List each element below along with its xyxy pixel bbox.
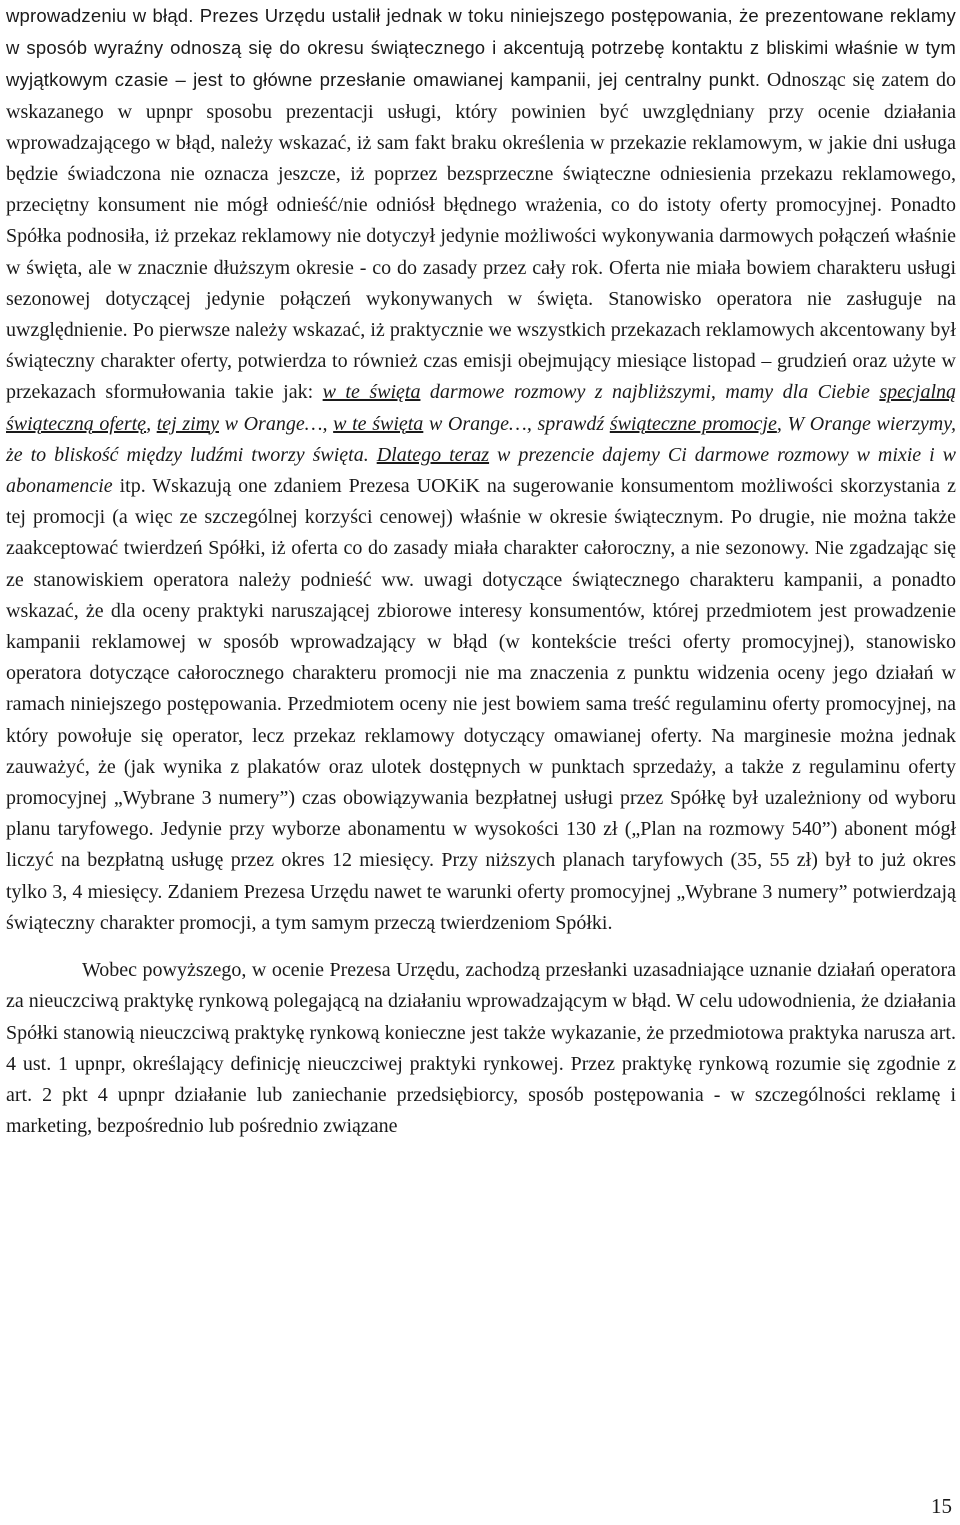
paragraph-1: [6, 0, 956, 939]
quote-italic: darmowe rozmowy z najbliższymi, mamy dla Ciebie: [420, 381, 880, 404]
text-run: Odnosząc się zatem do wskazanego w upnpr sposobu prezentacji usługi, który powinien być uwzględniany przy ocenie działania wprowadzającego w błąd, należy wskazać, iż sam fakt braku określenia w przekazie reklamowym, w jakie dni usługa będzie świadczona nie oznacza jeszcze, iż poprzez bezsprzeczne świąteczne odniesienia przekazu reklamowego, przeciętny konsument nie mógł odnieść/nie odniósł błędnego wrażenia, co do istoty oferty promocyjnej. Ponadto Spółka podnosiła, iż przekaz reklamowy nie dotyczył jedynie możliwości wykonywania darmowych połączeń właśnie w święta, ale w znacznie dłuższym okresie - co do zasady przez cały rok. Oferta nie miała bowiem charakteru usługi sezonowej dotyczącej jedynie połączeń wykonywanych w święta. Stanowisko operatora nie zasługuje na uwzględnienie. Po pierwsze należy wskazać, iż praktycznie we wszystkich przekazach reklamowych akcentowany był świąteczny charakter oferty, potwierdza to również czas emisji obejmujący miesiące listopad – grudzień oraz użyte w przekazach sformułowania takie jak:: [6, 69, 956, 404]
quote-underlined: w te święta: [333, 412, 424, 435]
quote-underlined: specjalną świąteczną ofertę: [6, 381, 956, 435]
paragraph-2: Wobec powyższego, w ocenie Prezesa Urzędu, zachodzą przesłanki uzasadniające uznanie działań operatora za nieuczciwą praktykę rynkową polegającą na działaniu wprowadzającym w błąd. W celu udowodnienia, że działania Spółki stanowią nieuczciwą praktykę rynkową konieczne jest także wykazanie, że przedmiotowa praktyka narusza art. 4 ust. 1 upnpr, określający definicję nieuczciwej praktyki rynkowej. Przez praktykę rynkową rozumie się zgodnie z art. 2 pkt 4 upnpr działanie lub zaniechanie przedsiębiorcy, sposób postępowania - w szczególności reklamę i marketing, bezpośrednio lub pośrednio związane: [6, 959, 956, 1138]
quote-underlined: świąteczne promocje: [609, 412, 777, 435]
quote-italic: w Orange…,: [219, 412, 334, 435]
page-number: 15: [931, 1494, 952, 1518]
quote-underlined: w te święta: [322, 381, 421, 404]
text-run-sans: wprowadzeniu w błąd. Prezes Urzędu ustalił jednak w toku niniejszego postępowania, że prezentowane reklamy w sposób wyraźny odnoszą się do okresu świątecznego i akcentują potrzebę kontaktu z bliskimi właśnie w tym wyjątkowym czasie – jest to główne przesłanie omawianej kampanii, jej centralny punkt.: [6, 5, 956, 91]
quote-italic: , W Orange wierzymy, że to bliskość między ludźmi tworzy święta.: [6, 412, 956, 466]
quote-underlined: Dlatego teraz: [376, 443, 490, 466]
document-page: [6, 0, 956, 1142]
quote-italic: w Orange…, sprawdź: [423, 412, 610, 435]
quote-italic: w prezencie dajemy Ci darmowe rozmowy w mixie i w abonamencie: [6, 443, 956, 498]
quote-underlined: tej zimy: [156, 412, 219, 435]
quote-italic: ,: [146, 412, 157, 435]
text-run: itp. Wskazują one zdaniem Prezesa UOKiK na sugerowanie konsumentom możliwości skorzystania z tej promocji (a więc ze szczególnej korzyści cenowej) właśnie w okresie świątecznym. Po drugie, nie można także zaakceptować twierdzeń Spółki, iż oferta co do zasady miała charakter całoroczny, a nie sezonowy. Nie zgadzając się ze stanowiskiem operatora należy podnieść ww. uwagi dotyczące świątecznego charakteru kampanii, a ponadto wskazać, że dla oceny praktyki naruszającej zbiorowe interesy konsumentów, której przedmiotem jest prowadzenie kampanii reklamowej w sposób wprowadzający w błąd (w kontekście treści oferty promocyjnej), stanowisko operatora dotyczące całorocznego charakteru promocji nie ma znaczenia z punktu widzenia oceny jego działań w ramach niniejszego postępowania. Przedmiotem oceny nie jest bowiem sama treść regulaminu oferty promocyjnej, na który powołuje się operator, lecz przekaz reklamowy dotyczący omawianej oferty. Na marginesie można jednak zauważyć, że (jak wynika z plakatów oraz ulotek dostępnych w punktach sprzedaży, a także z regulaminu oferty promocyjnej „Wybrane 3 numery”) czas obowiązywania bezpłatnej usługi przez Spółkę był uzależniony od wyboru planu taryfowego. Jedynie przy wyborze abonamentu w wysokości 130 zł („Plan na rozmowy 540”) abonent mógł liczyć na bezpłatną usługę przez okres 12 miesięcy. Przy niższych planach taryfowych (35, 55 zł) był to już okres tylko 3, 4 miesięcy. Zdaniem Prezesa Urzędu nawet te warunki oferty promocyjnej „Wybrane 3 numery” potwierdzają świąteczny charakter promocji, a tym samym przeczą twierdzeniom Spółki.: [6, 475, 956, 934]
